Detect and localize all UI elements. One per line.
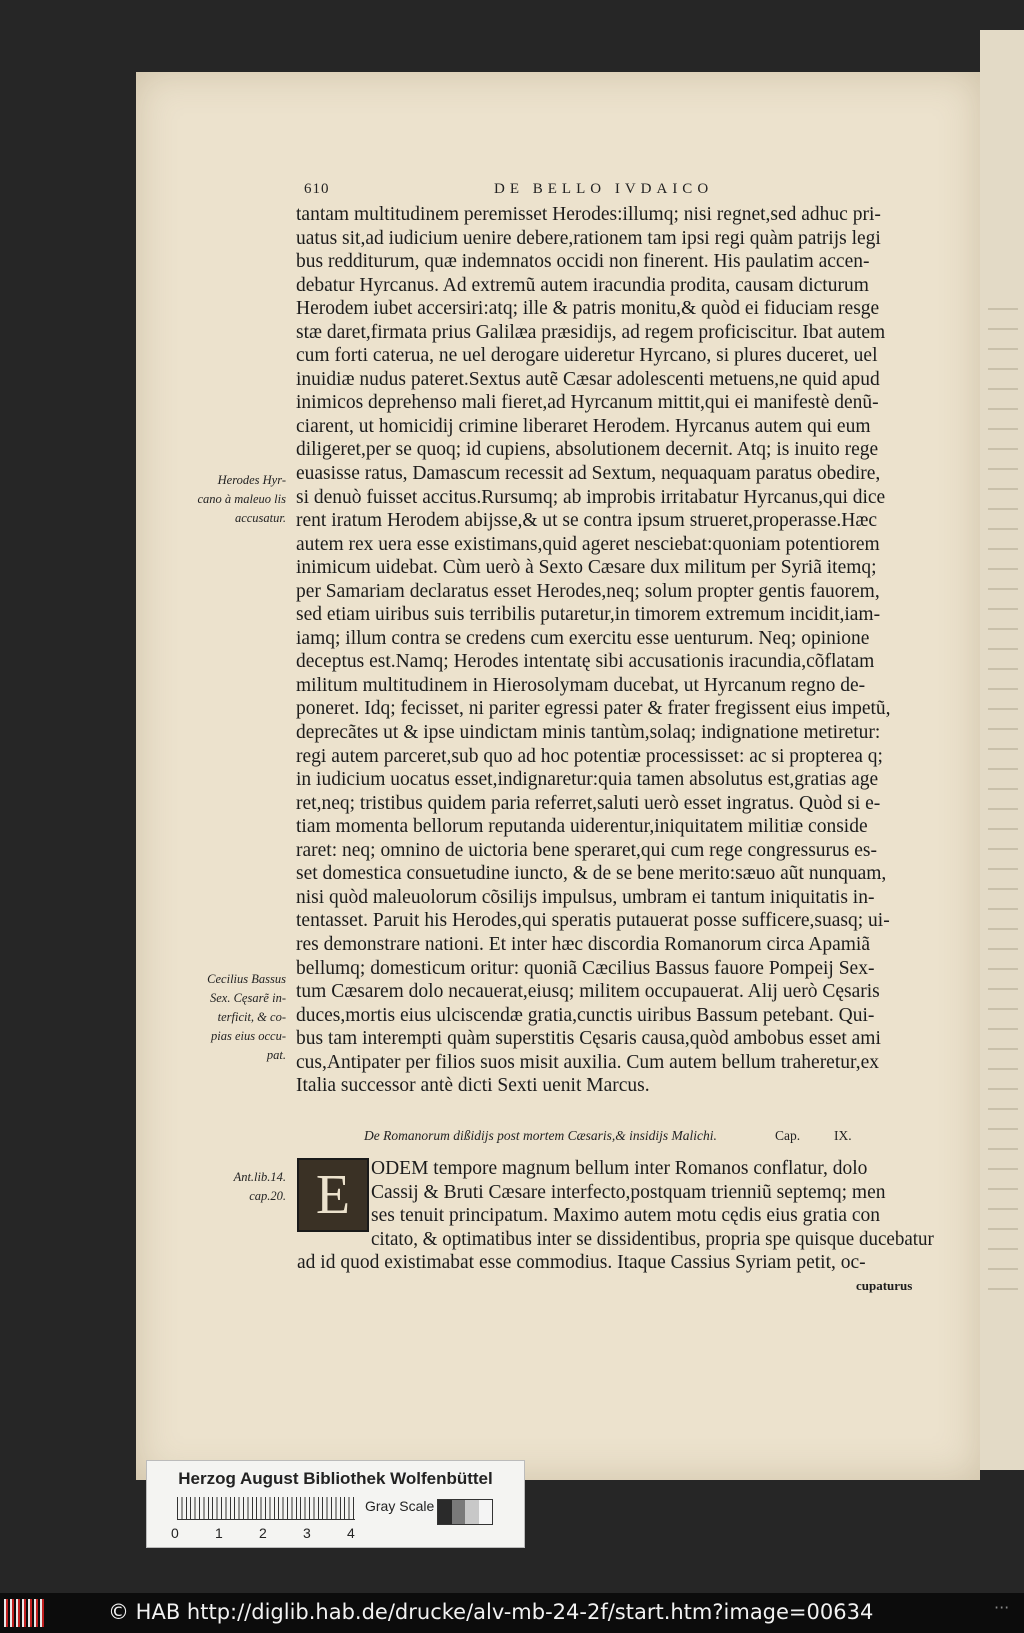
running-title: DE BELLO IVDAICO (494, 181, 714, 197)
adjacent-page-edge (980, 30, 1024, 1470)
text-line: iamq; illum contra se credens cum exercitu esse uenturum. Neq; opinione (296, 627, 870, 649)
margin-note-cecilius: Cecilius Bassus Sex. Cęsarẽ in- terficit, & co- pias eius occu- pat. (207, 972, 286, 1062)
opening-full-line: ad id quod existimabat esse commodius. Itaque Cassius Syriam petit, oc- (297, 1252, 866, 1273)
text-line: deceptus est.Namq; Herodes intentatę sibi accusationis iracundia,cõflatam (296, 651, 875, 673)
text-line: debatur Hyrcanus. Ad extremũ autem iracundia prodita, causam dicturum (296, 274, 869, 296)
hab-logo-icon (4, 1599, 46, 1627)
text-line: uatus sit,ad iudicium uenire debere,rationem tam ipsi regi quàm patrijs legi (296, 227, 881, 249)
text-line: inimicum uidebat. Cùm uerò à Sexto Cæsare dux militum per Syriã itemq; (296, 557, 877, 579)
more-icon[interactable]: ··· (994, 1598, 1010, 1617)
text-line: rent iratum Herodem abijsse,& ut se contra ipsum strueret,properasse.Hæc (296, 510, 878, 532)
text-line: raret: neq; omnino de uictoria bene speraret,qui cum rege congressurus es- (296, 839, 877, 861)
gray-swatch (452, 1500, 466, 1524)
library-name: Herzog August Bibliothek Wolfenbüttel (178, 1469, 493, 1488)
ruler-tick-label: 0 (171, 1525, 179, 1541)
chapter-number: IX. (834, 1128, 852, 1143)
text-line: si denuò fuisset accitus.Rursumq; ab improbis irritabatur Hyrcanus,qui dice (296, 486, 886, 508)
text-line: diligeret,per se quoq; id cupiens, absolutionem decernit. Atq; is inuito rege (296, 439, 879, 461)
chapter-title: De Romanorum dißidijs post mortem Cæsaris,& insidijs Malichi. (364, 1128, 717, 1143)
text-line: militum multitudinem in Hierosolymam ducebat, ut Hyrcanum regno de- (296, 674, 866, 696)
margin-note-ant: Ant.lib.14. cap.20. (233, 1170, 286, 1203)
text-line: res demonstrare nationi. Et inter hæc discordia Romanorum circa Apamiã (296, 933, 870, 955)
ruler-tick-label: 2 (259, 1525, 267, 1541)
text-line: tentasset. Paruit his Herodes,qui speratis putauerat posse sufficere,suasq; ui- (296, 910, 890, 932)
text-line: Herodem iubet accersiri:atq; ille & patris monitu,& quòd ei fiduciam resge (296, 298, 880, 320)
text-line: bellumq; domesticum oritur: quoniã Cæcilius Bassus fauore Pompeij Sex- (296, 957, 875, 979)
text-line: in iudicium uocatus esset,indignaretur:quia tamen absolutus est,gratias age (296, 769, 879, 791)
text-line: deprecãtes ut & ipse uindictam minis tantùm,solaq; indignatione metiretur: (296, 722, 881, 744)
text-line: nisi quòd maleuolorum cõsilijs impulsus, umbram ei tantum iniquitatis in- (296, 886, 875, 908)
opening-paragraph (371, 1157, 934, 1251)
text-line: ses tenuit principatum. Maximo autem motu cędis eius gratia con (371, 1205, 881, 1227)
gray-swatch (438, 1500, 452, 1524)
main-text-block (296, 203, 934, 1098)
gray-scale-swatches (437, 1499, 493, 1525)
text-line: cum forti caterua, ne uel derogare uideretur Hyrcano, si plures duceret, uel (296, 345, 878, 367)
adjacent-page-text-lines (988, 290, 1018, 1290)
text-line: tantam multitudinem peremisset Herodes:illumq; nisi regnet,sed adhuc pri- (296, 204, 881, 225)
text-line: regi autem parceret,sub quo ad hoc potentiæ processisset: ac si propterea q; (296, 745, 883, 767)
source-url-link[interactable]: © HAB http://diglib.hab.de/drucke/alv-mb-24-2f/start.htm?image=00634 (108, 1600, 874, 1624)
text-line: Cassij & Bruti Cæsare interfecto,postquam trienniũ septemq; men (371, 1181, 886, 1203)
text-line: cus,Antipater per filios suos misit auxilia. Cum autem bellum traheretur,ex (296, 1051, 880, 1073)
text-line: stæ daret,firmata prius Galilæa præsidijs, ad regem proficiscitur. Ibat autem (296, 321, 886, 343)
ruler-tick-label: 4 (347, 1525, 355, 1541)
decorated-initial: E (297, 1158, 369, 1232)
text-line: per Samariam declaratus esset Herodes,neq; solum propter gentis fauorem, (296, 580, 880, 602)
ruler-tick-label: 3 (303, 1525, 311, 1541)
text-line: set domestica consuetudine iuncto, & de se bene merito:sæuo aũt nunquam, (296, 863, 887, 885)
footer-bar (0, 1593, 1024, 1633)
text-line: euasisse ratus, Damascum recessit ad Sextum, nequaquam paratus obedire, (296, 463, 881, 485)
gray-scale-label: Gray Scale (365, 1498, 435, 1514)
text-line: ciarent, ut homicidij crimine liberaret Herodem. Hyrcanus autem qui eum (296, 415, 871, 437)
text-line: bus tam interempti quàm superstitis Cęsaris causa,quòd ambobus esset ami (296, 1028, 881, 1050)
text-line: inuidiæ nudus pateret.Sextus autẽ Cæsar adolescenti metuens,ne quid apud (296, 368, 880, 390)
text-line: duces,mortis eius ulciscendæ gratia,cunctis uiribus Bassum petebant. Qui- (296, 1004, 875, 1026)
text-line: Italia successor antè dicti Sexti uenit Marcus. (296, 1075, 650, 1097)
chapter-heading (364, 1128, 884, 1144)
page-number: 610 (304, 181, 330, 197)
text-line: bus redditurum, quæ indemnatos occidi non finerent. His paulatim accen- (296, 251, 870, 273)
catchword: cupaturus (856, 1278, 913, 1293)
text-line: ODEM tempore magnum bellum inter Romanos conflatur, dolo (371, 1158, 868, 1179)
text-line: ret,neq; tristibus quidem paria referret,saluti uerò esset ingratus. Quòd si e- (296, 792, 881, 814)
chapter-label: Cap. (775, 1128, 801, 1143)
gray-swatch (479, 1500, 493, 1524)
text-line: citato, & optimatibus inter se dissidentibus, propria spe quisque ducebatur (371, 1228, 934, 1250)
text-line: tum Cæsarem dolo necauerat,eiusq; militem occupauerat. Alij uerò Cęsaris (296, 981, 880, 1003)
text-line: sed etiam uiribus suis terribilis putaretur,in timorem extremum incidit,iam- (296, 604, 881, 626)
scale-ruler (177, 1497, 355, 1520)
text-line: poneret. Idq; fecisset, ni pariter egressi pater & frater fregissent eius impetũ, (296, 698, 891, 720)
ruler-tick-label: 1 (215, 1525, 223, 1541)
text-line: autem rex uera esse existimans,quid ageret nesciebat:quoniam potentiorem (296, 533, 880, 555)
color-calibration-card (146, 1460, 525, 1548)
text-line: tiam momenta bellorum reputanda uiderentur,iniquitatem militiæ conside (296, 816, 868, 838)
margin-note-herodes: Herodes Hyr- cano à maleuo lis accusatur. (197, 473, 286, 525)
gray-swatch (465, 1500, 479, 1524)
text-line: inimicos deprehenso mali fieret,ad Hyrcanum mittit,qui ei manifestè denũ- (296, 392, 879, 414)
